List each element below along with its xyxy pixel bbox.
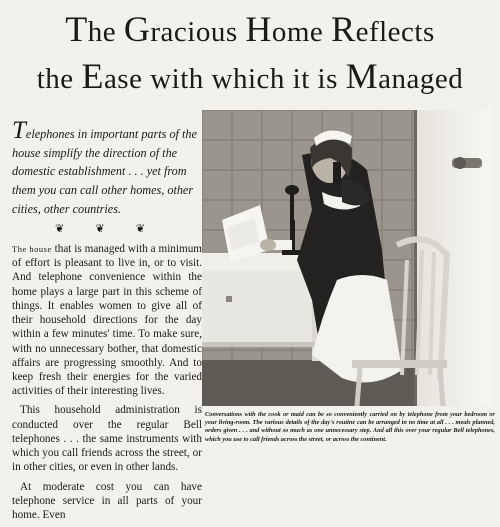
- headline-cap: G: [123, 9, 151, 49]
- photo-maid-telephone: [202, 110, 492, 406]
- headline-text: racious: [150, 16, 246, 48]
- headline-cap: T: [65, 9, 88, 49]
- body-paragraph-1: [12, 242, 202, 398]
- body-paragraph-3: At moderate cost you can have telephone service in all parts of your home. Even: [12, 480, 202, 521]
- fleuron-icon: ❦: [55, 223, 65, 235]
- body-text: that is managed with a minimum of effort is pleasant to live in, or to visit. And telephone convenience within the home plays a large part in this scheme of things. It enables women to give all of their household directions for the day within a few minutes' time. To make sure, with no unnecessary bother, that domestic affairs are progressing smoothly. And to keep fresh their energies for the varied activities of their interesting lives.: [12, 243, 203, 398]
- headline-text: eflects: [355, 16, 435, 48]
- headline-text: ome: [271, 16, 332, 48]
- headline-cap: E: [81, 56, 104, 96]
- photo-caption: Conversations with the cook or maid can be so conveniently carried on by telephone from your bedroom or your living-room. The various details of the day's routine can be arranged in no time at all . . . meals planned, orders given . . . and without so much as one unnecessary step. And all this over your regular Bell telephones, which you use to call friends across the street, or across the continent.: [205, 411, 495, 443]
- ornament-divider: [55, 222, 145, 235]
- headline-text: ase with which it is: [103, 63, 346, 95]
- body-paragraph-2: This household administration is conducted over the regular Bell telephones . . . the same instruments with which you call friends across the street, or in other cities, or even in other lands.: [12, 404, 202, 474]
- headline-cap: H: [245, 9, 272, 49]
- headline-cap: M: [345, 56, 379, 96]
- intro-text: elephones in important parts of the house simplify the direction of the domestic establishment . . . yet from them you can call other homes, other cities, other countries.: [12, 127, 197, 216]
- fleuron-icon: ❦: [135, 223, 145, 235]
- headline-text: he: [87, 16, 124, 48]
- intro-paragraph: [12, 118, 202, 218]
- headline-text: the: [36, 63, 82, 95]
- intro-dropcap: T: [12, 117, 26, 144]
- body-column: [12, 242, 202, 527]
- fleuron-icon: ❦: [95, 223, 105, 235]
- headline-line-2: [0, 58, 500, 94]
- headline-cap: R: [331, 9, 356, 49]
- headline-line-1: [0, 11, 500, 47]
- headline-text: anaged: [378, 63, 464, 95]
- small-caps-lead: The house: [12, 244, 52, 254]
- photo-illustration: [202, 110, 492, 406]
